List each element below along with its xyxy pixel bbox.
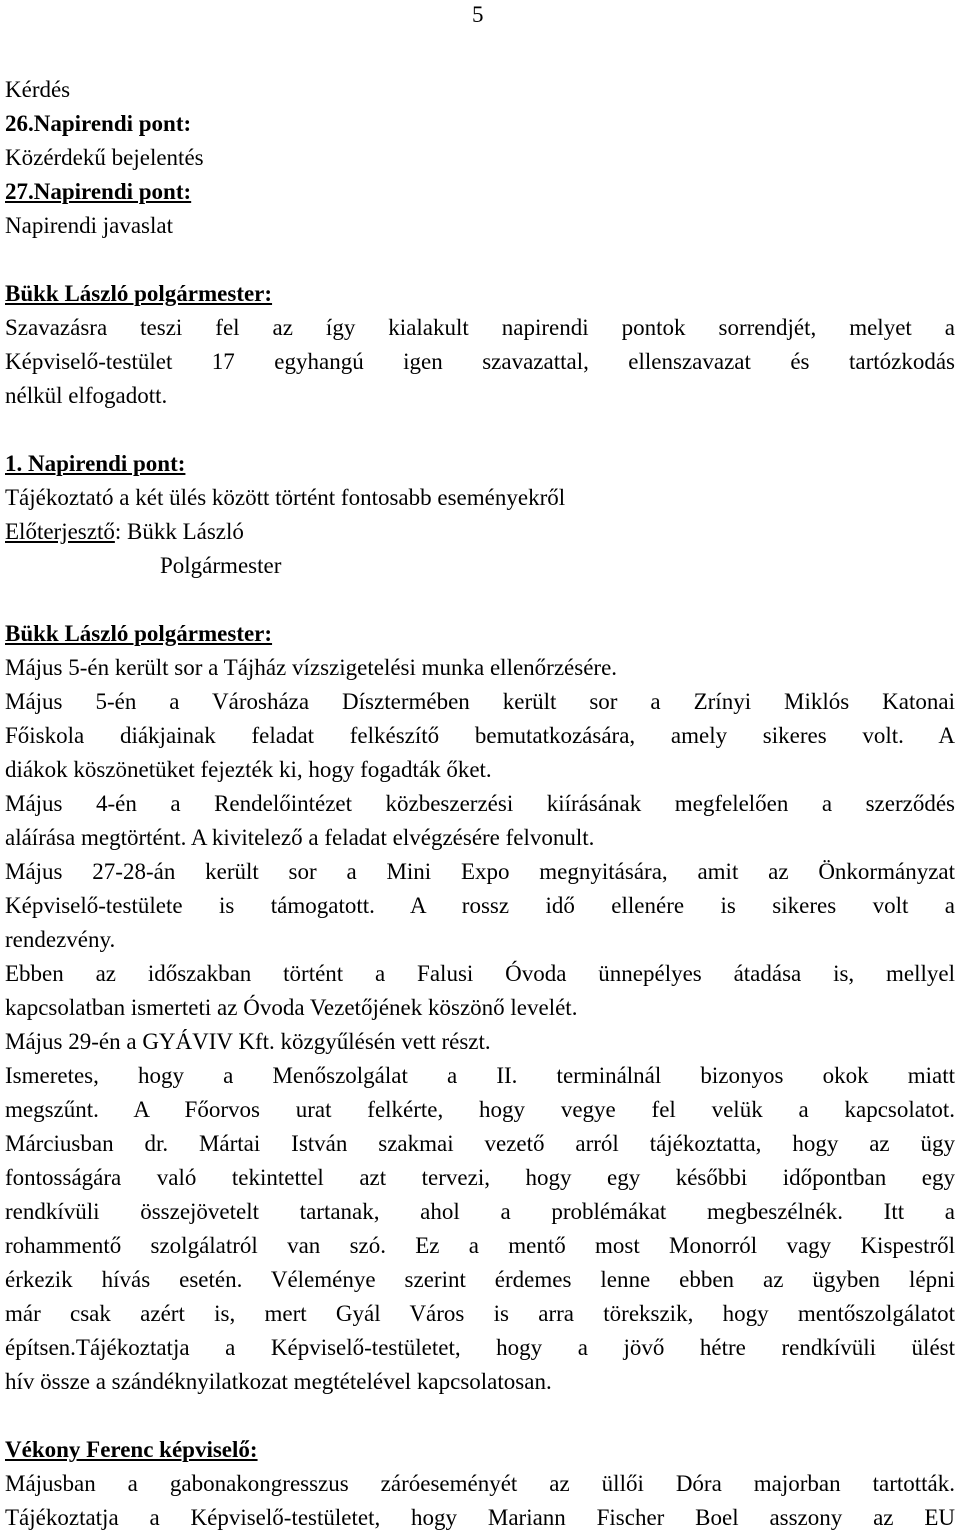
report-line: rendkívüli összejövetelt tartanak, ahol a problémákat megbeszélnék. Itt a xyxy=(5,1199,955,1224)
agenda-item-27-text: Napirendi javaslat xyxy=(5,213,173,238)
report-line: érkezik hívás esetén. Véleménye szerint érdemes lenne ebben az ügyben lépni xyxy=(5,1267,955,1292)
report-line: Május 5-én került sor a Tájház vízszigetelési munka ellenőrzésére. xyxy=(5,655,618,680)
vote-line: Képviselő-testület 17 egyhangú igen szavazattal, ellenszavazat és tartózkodás xyxy=(5,349,955,374)
presenter-label: Előterjesztő xyxy=(5,519,115,544)
agenda-item-26-text: Közérdekű bejelentés xyxy=(5,145,204,170)
report-line: hív össze a szándéknyilatkozat megtételével kapcsolatosan. xyxy=(5,1369,552,1394)
item1-presenter xyxy=(5,515,955,549)
spacer xyxy=(5,1399,955,1433)
vote-line: Szavazásra teszi fel az így kialakult napirendi pontok sorrendjét, melyet a xyxy=(5,315,955,340)
spacer xyxy=(5,243,955,277)
report-line: rendezvény. xyxy=(5,927,116,952)
item1-subject: Tájékoztató a két ülés között történt fontosabb eseményekről xyxy=(5,485,566,510)
report-line: Ebben az időszakban történt a Falusi Óvoda ünnepélyes átadása is, mellyel xyxy=(5,961,955,986)
report-line: építsen.Tájékoztatja a Képviselő-testületet, hogy a jövő hétre rendkívüli ülést xyxy=(5,1335,955,1360)
agenda-item-26-title: 26.Napirendi pont: xyxy=(5,111,192,136)
report-speaker: Bükk László polgármester: xyxy=(5,621,273,646)
report-line: Május 5-én a Városháza Dísztermében került sor a Zrínyi Miklós Katonai xyxy=(5,689,955,714)
item1-title: 1. Napirendi pont: xyxy=(5,451,186,476)
report-line: aláírása megtörtént. A kivitelező a feladat elvégzésére felvonult. xyxy=(5,825,595,850)
vekony-speaker: Vékony Ferenc képviselő: xyxy=(5,1437,258,1462)
vote-speaker: Bükk László polgármester: xyxy=(5,281,273,306)
report-line: megszűnt. A Főorvos urat felkérte, hogy vegye fel velük a kapcsolatot. xyxy=(5,1097,955,1122)
presenter-role: Polgármester xyxy=(160,553,282,578)
report-line: Május 29-én a GYÁVIV Kft. közgyűlésén vett részt. xyxy=(5,1029,491,1054)
report-line: diákok köszönetüket fejezték ki, hogy fogadták őket. xyxy=(5,757,492,782)
vekony-line: Tájékoztatja a Képviselő-testületet, hogy Mariann Fischer Boel asszony az EU xyxy=(5,1505,955,1530)
question-heading: Kérdés xyxy=(5,77,71,102)
report-line: Képviselő-testülete is támogatott. A rossz idő ellenére is sikeres volt a xyxy=(5,893,955,918)
presenter-name: : Bükk László xyxy=(114,519,244,544)
report-line: Főiskola diákjainak feladat felkészítő bemutatkozására, amely sikeres volt. A xyxy=(5,723,955,748)
report-line: Ismeretes, hogy a Menőszolgálat a II. terminálnál bizonyos okok miatt xyxy=(5,1063,955,1088)
report-line: Május 4-én a Rendelőintézet közbeszerzési kiírásának megfelelően a szerződés xyxy=(5,791,955,816)
report-line: Május 27-28-án került sor a Mini Expo megnyitására, amit az Önkormányzat xyxy=(5,859,955,884)
vekony-line: Májusban a gabonakongresszus záróeseményét az üllői Dóra majorban tartották. xyxy=(5,1471,955,1496)
spacer xyxy=(5,413,955,447)
agenda-item-27-title: 27.Napirendi pont: xyxy=(5,179,192,204)
page-number: 5 xyxy=(472,2,484,27)
document-body xyxy=(5,73,955,1535)
spacer xyxy=(5,583,955,617)
report-line: Márciusban dr. Mártai István szakmai vezető arról tájékoztatta, hogy az ügy xyxy=(5,1131,955,1156)
vote-line: nélkül elfogadott. xyxy=(5,383,168,408)
report-line: kapcsolatban ismerteti az Óvoda Vezetőjének köszönő levelét. xyxy=(5,995,578,1020)
report-line: már csak azért is, mert Gyál Város is arra törekszik, hogy mentőszolgálatot xyxy=(5,1301,955,1326)
report-line: fontosságára való tekintettel azt tervezi, hogy egy későbbi időpontban egy xyxy=(5,1165,955,1190)
report-line: rohammentő szolgálatról van szó. Ez a mentő most Monorról vagy Kispestről xyxy=(5,1233,955,1258)
